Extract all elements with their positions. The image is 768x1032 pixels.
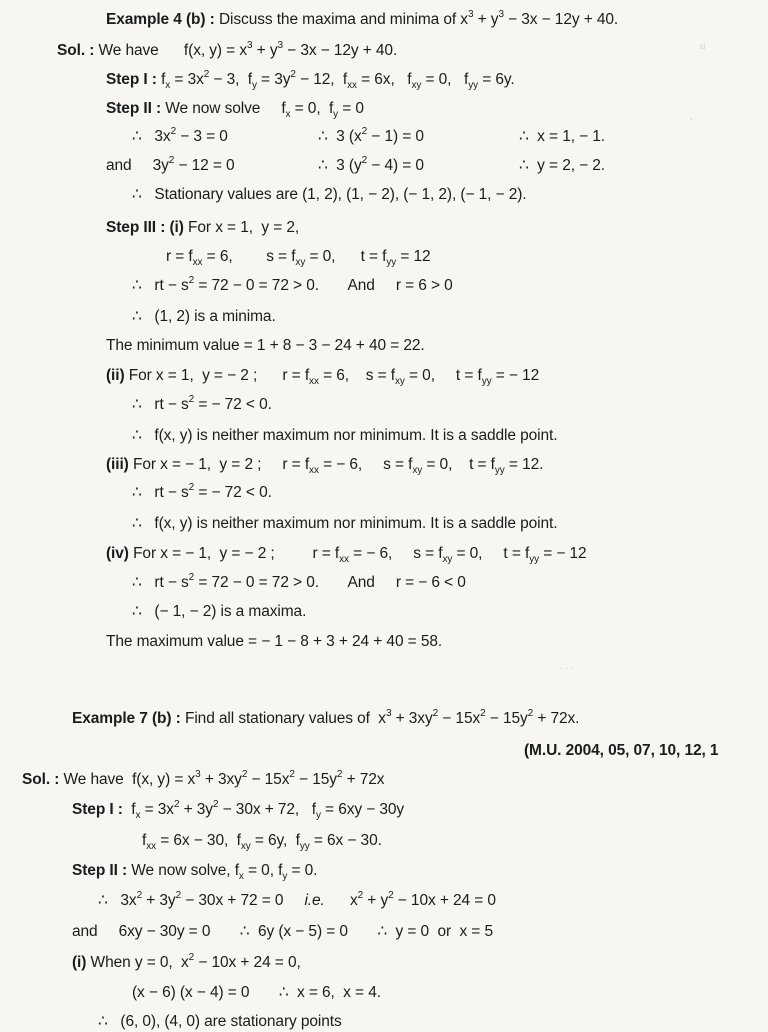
superscript: 2 (290, 69, 296, 80)
superscript: 2 (336, 769, 343, 780)
text-run: = 6, s = f (318, 367, 395, 384)
text-run: = 0, f (421, 71, 469, 88)
subscript: yy (386, 257, 397, 268)
eq-x-roots (519, 127, 605, 147)
text-run: Step II : (72, 862, 128, 879)
superscript: 3 (195, 769, 201, 780)
text-run: − 10x + 24 = 0, (194, 954, 301, 971)
case2-rt-test (132, 395, 272, 415)
superscript: 2 (357, 890, 364, 901)
superscript: 2 (188, 394, 195, 405)
bleed-through: . . . (560, 660, 574, 672)
text-run: = 6x, f (356, 71, 412, 88)
eq-y-derivative (106, 156, 235, 176)
subscript: yy (299, 841, 310, 852)
subscript: x (135, 810, 141, 821)
example7-eq1 (98, 891, 496, 911)
text-run: + 72x (342, 771, 385, 788)
text-run: ∴ 3x (98, 892, 137, 909)
subscript: xx (309, 376, 319, 387)
text-run: + 3xy (200, 771, 242, 788)
case2-conclusion (132, 426, 557, 446)
case1-rt-test (132, 276, 453, 296)
subscript: x (165, 80, 171, 91)
text-run: ∴ rt − s (132, 396, 189, 413)
text-run: We have f(x, y) = x (94, 42, 247, 59)
eq-y-roots (519, 156, 605, 176)
subscript: xx (309, 465, 319, 476)
example7-step2 (72, 861, 317, 881)
text-run: + 3y (142, 892, 176, 909)
text-run: − 15x (438, 710, 481, 727)
example4-heading (106, 10, 618, 30)
example7-solution-intro (22, 770, 384, 790)
superscript: 3 (277, 40, 283, 51)
text-run: ∴ x = 1, − 1. (519, 128, 606, 145)
text-run: − 3 = 0 (176, 128, 228, 145)
minimum-value (106, 336, 425, 356)
superscript: 2 (361, 155, 368, 166)
superscript: 2 (241, 769, 248, 780)
text-run: = 0. (287, 862, 318, 879)
text-run: = 6y. (478, 71, 515, 88)
superscript: 2 (170, 126, 177, 137)
subscript: yy (481, 376, 492, 387)
superscript: 2 (136, 890, 143, 901)
text-run: − 10x + 24 = 0 (393, 892, 496, 909)
text-run: + 3xy (391, 710, 433, 727)
text-run: Find all stationary values of x (180, 710, 386, 727)
superscript: 2 (289, 769, 295, 780)
superscript: 2 (527, 708, 534, 719)
text-run: (ii) (106, 367, 125, 384)
text-run: − 1) = 0 (367, 128, 424, 145)
text-run: r = f (166, 248, 193, 265)
text-run: = 6y, f (250, 832, 300, 849)
superscript: 2 (480, 708, 486, 719)
subscript: xy (442, 554, 453, 565)
text-run: − 12, f (295, 71, 348, 88)
eq-x-derivative (132, 127, 228, 147)
subscript: xx (339, 554, 349, 565)
text-run: − 3, f (209, 71, 252, 88)
superscript: 3 (385, 708, 392, 719)
text-run: ∴ rt − s (132, 277, 189, 294)
text-run: f (142, 832, 147, 849)
text-run: We now solve f (161, 100, 286, 117)
example7-factored (132, 983, 381, 1003)
text-run: = − 6, s = f (348, 545, 443, 562)
subscript: y (251, 80, 257, 91)
text-run: = 0 (338, 100, 364, 117)
subscript: y (333, 109, 339, 120)
text-run: and 6xy − 30y = 0 ∴ 6y (x − 5) = 0 ∴ y = 0 or x = 5 (72, 923, 493, 940)
superscript: 3 (467, 9, 474, 20)
subscript: xy (411, 80, 422, 91)
text-run: ∴ Stationary values are (1, 2), (1, − 2), (− 1, 2), (− 1, − 2). (132, 186, 527, 203)
text-run: = 3x (140, 801, 174, 818)
superscript: 2 (388, 890, 394, 901)
maximum-value (106, 632, 442, 652)
subscript: xy (295, 257, 306, 268)
example4-step3 (106, 218, 299, 238)
case4-rst (106, 544, 587, 564)
text-run: f (122, 801, 136, 818)
text-run: (x − 6) (x − 4) = 0 ∴ x = 6, x = 4. (132, 984, 381, 1001)
superscript: 2 (168, 155, 175, 166)
text-run: − 4) = 0 (367, 157, 424, 174)
text-run: Example 4 (b) : (106, 11, 215, 28)
text-run: ∴ 3x (132, 128, 171, 145)
superscript: 2 (188, 572, 195, 583)
text-run: i.e. (304, 892, 325, 909)
subscript: yy (468, 80, 479, 91)
subscript: xy (240, 841, 251, 852)
text-run: = 6, s = f (202, 248, 296, 265)
text-run: We now solve, f (127, 862, 239, 879)
text-run: (iii) (106, 456, 129, 473)
text-run: − 12 = 0 (174, 157, 235, 174)
case3-rt-test (132, 483, 272, 503)
text-run: Sol. : (22, 771, 60, 788)
text-run: When y = 0, x (86, 954, 189, 971)
text-run: For x = 1, y = 2, (183, 219, 300, 236)
text-run: + y (473, 11, 499, 28)
exam-citation: (M.U. 2004, 05, 07, 10, 12, 1 (524, 742, 719, 759)
subscript: xx (146, 841, 157, 852)
subscript: xx (192, 257, 203, 268)
text-run: = 0, t = f (422, 456, 495, 473)
text-run: = − 12 (539, 545, 587, 562)
text-run: ∴ f(x, y) is neither maximum nor minimum. It is a saddle point. (132, 427, 558, 444)
subscript: xx (347, 80, 357, 91)
text-run: f (156, 71, 166, 88)
stationary-values (132, 185, 526, 205)
text-run: + 72x. (533, 710, 580, 727)
eq-x-factored (318, 127, 424, 147)
example4-solution-intro (57, 41, 397, 61)
bleed-through: u (700, 40, 706, 52)
case1-conclusion (132, 307, 276, 327)
text-run: − 15y (485, 710, 528, 727)
example7-eq2 (72, 922, 493, 942)
case1-rst (166, 247, 431, 267)
text-run: = − 72 < 0. (194, 396, 272, 413)
example7-points (98, 1012, 342, 1032)
subscript: x (285, 109, 291, 120)
text-run: We have f(x, y) = x (59, 771, 196, 788)
text-run: = 0, t = f (305, 248, 387, 265)
text-run: = 12 (396, 248, 431, 265)
case3-rst (106, 455, 543, 475)
text-run: = 0, t = f (452, 545, 530, 562)
superscript: 3 (247, 40, 253, 51)
case4-rt-test (132, 573, 466, 593)
subscript: x (238, 871, 244, 882)
text-run: + 3y (179, 801, 213, 818)
case2-rst (106, 366, 539, 386)
text-run: = 6x − 30, f (156, 832, 241, 849)
text-run: = 3y (256, 71, 291, 88)
text-run: Step I : (106, 71, 157, 88)
subscript: yy (529, 554, 539, 565)
subscript: y (315, 810, 321, 821)
text-run: Step III : (i) (106, 219, 184, 236)
text-run: Step II : (106, 100, 162, 117)
text-run: = 3x (170, 71, 204, 88)
subscript: xy (412, 465, 423, 476)
bleed-through: , (690, 110, 693, 122)
example7-second-derivatives (142, 831, 382, 851)
text-run: ∴ 3 (y (318, 157, 362, 174)
text-run: ∴ y = 2, − 2. (519, 157, 606, 174)
text-run: (i) (72, 954, 87, 971)
text-run: ∴ rt − s (132, 574, 189, 591)
superscript: 2 (175, 890, 182, 901)
text-run: = − 6, s = f (318, 456, 413, 473)
subscript: y (282, 871, 288, 882)
text-run: = 0, t = f (404, 367, 482, 384)
text-run: = 0, f (243, 862, 283, 879)
text-run: = 12. (504, 456, 544, 473)
superscript: 2 (212, 799, 219, 810)
text-run: = 72 − 0 = 72 > 0. And r = 6 > 0 (194, 277, 453, 294)
text-run: = 0, f (290, 100, 334, 117)
text-run: ∴ (− 1, − 2) is a maxima. (132, 603, 307, 620)
text-run: ∴ (1, 2) is a minima. (132, 308, 276, 325)
example7-case1 (72, 953, 301, 973)
superscript: 2 (432, 708, 439, 719)
text-run: = 6x − 30. (309, 832, 382, 849)
example7-step1 (72, 800, 404, 820)
superscript: 3 (498, 9, 504, 20)
text-run: − 15y (294, 771, 337, 788)
superscript: 2 (361, 126, 368, 137)
text-run: ∴ 3 (x (318, 128, 362, 145)
subscript: xy (395, 376, 405, 387)
text-run: + y (252, 42, 278, 59)
text-run: = − 72 < 0. (194, 484, 272, 501)
text-run: For x = 1, y = − 2 ; r = f (124, 367, 310, 384)
text-run: Step I : (72, 801, 123, 818)
example7-heading (72, 709, 579, 729)
text-run: For x = − 1, y = − 2 ; r = f (128, 545, 340, 562)
text-run: ∴ rt − s (132, 484, 189, 501)
superscript: 2 (188, 952, 195, 963)
superscript: 2 (203, 69, 210, 80)
superscript: 2 (173, 799, 180, 810)
case4-conclusion (132, 602, 306, 622)
text-run: ∴ f(x, y) is neither maximum nor minimum. It is a saddle point. (132, 515, 558, 532)
text-run: − 30x + 72 = 0 (181, 892, 305, 909)
text-run: x (324, 892, 358, 909)
subscript: yy (494, 465, 505, 476)
text-run: = − 12 (491, 367, 540, 384)
text-run: − 15x (247, 771, 290, 788)
text-run: ∴ (6, 0), (4, 0) are stationary points (98, 1013, 342, 1030)
text-run: Discuss the maxima and minima of x (214, 11, 468, 28)
text-run: The maximum value = − 1 − 8 + 3 + 24 + 40 = 58. (106, 633, 443, 650)
text-run: = 72 − 0 = 72 > 0. And r = − 6 < 0 (194, 574, 466, 591)
text-run: The minimum value = 1 + 8 − 3 − 24 + 40 = 22. (106, 337, 425, 354)
text-run: (iv) (106, 545, 129, 562)
text-run: − 30x + 72, f (218, 801, 316, 818)
text-run: − 3x − 12y + 40. (503, 11, 619, 28)
eq-y-factored (318, 156, 424, 176)
case3-conclusion (132, 514, 557, 534)
superscript: 2 (188, 275, 195, 286)
text-run: Example 7 (b) : (72, 710, 181, 727)
text-run: Sol. : (57, 42, 95, 59)
text-run: = 6xy − 30y (320, 801, 405, 818)
text-run: + y (363, 892, 389, 909)
example4-step2 (106, 99, 364, 119)
text-run: − 3x − 12y + 40. (282, 42, 398, 59)
example4-step1 (106, 70, 515, 90)
superscript: 2 (188, 482, 195, 493)
text-run: For x = − 1, y = 2 ; r = f (128, 456, 310, 473)
text-run: and 3y (106, 157, 169, 174)
